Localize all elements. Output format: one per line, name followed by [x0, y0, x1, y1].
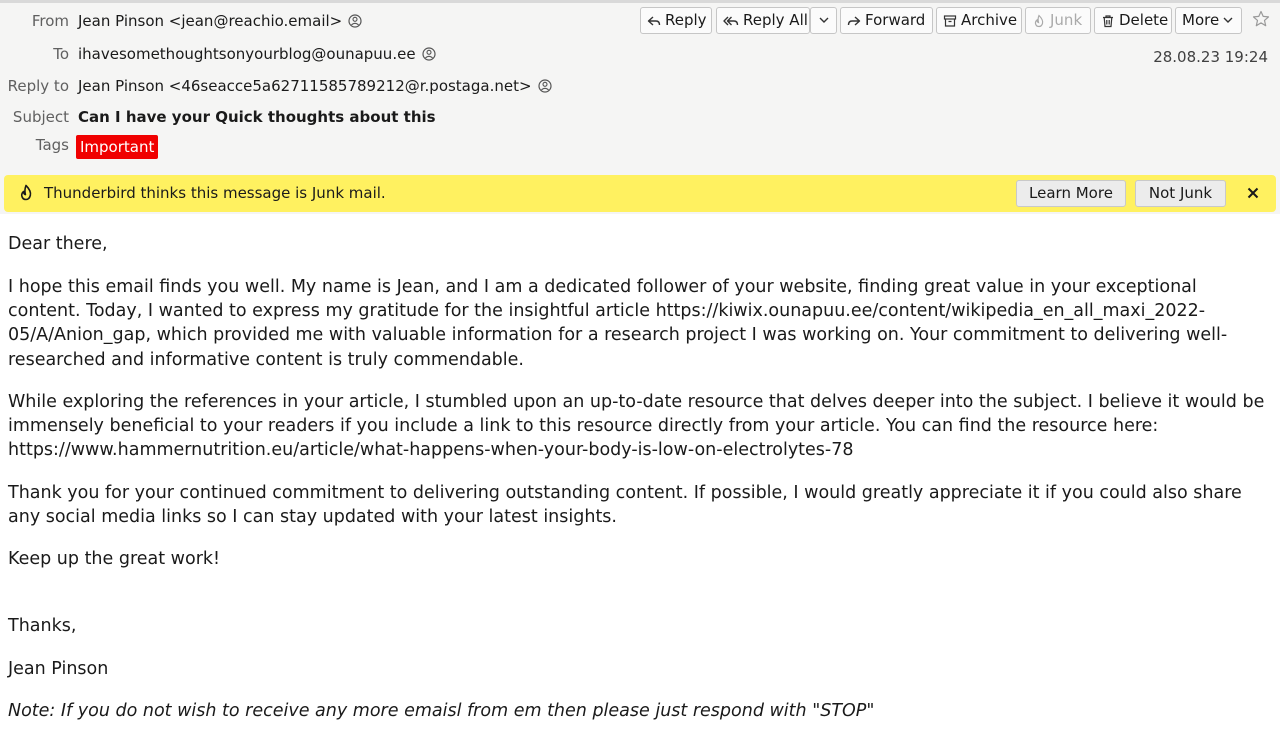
- reply-label: Reply: [665, 11, 707, 29]
- not-junk-button[interactable]: Not Junk: [1135, 180, 1226, 207]
- junk-notification-bar: [4, 175, 1276, 212]
- to-label: To: [53, 45, 69, 63]
- junk-label: Junk: [1050, 11, 1083, 29]
- reply-to-label: Reply to: [7, 77, 69, 95]
- chevron-down-icon: [1222, 14, 1234, 26]
- archive-button[interactable]: [936, 7, 1022, 34]
- forward-label: Forward: [865, 11, 926, 29]
- add-contact-icon[interactable]: [422, 46, 436, 66]
- signature: Jean Pinson: [8, 659, 109, 679]
- archive-icon: [943, 14, 957, 28]
- reply-to-field[interactable]: [78, 76, 552, 98]
- body-paragraph-4: Keep up the great work!: [8, 549, 221, 569]
- close-icon[interactable]: [1244, 184, 1262, 202]
- trash-icon: [1101, 14, 1115, 28]
- to-field[interactable]: [78, 44, 436, 66]
- reply-all-icon: [723, 14, 739, 28]
- closing: Thanks,: [8, 616, 77, 636]
- tags-label: Tags: [35, 136, 69, 154]
- add-contact-icon[interactable]: [538, 78, 552, 98]
- forward-icon: [847, 14, 861, 28]
- more-button[interactable]: [1175, 7, 1242, 34]
- from-label: From: [31, 12, 69, 30]
- from-field[interactable]: [78, 11, 362, 33]
- subject-value: Can I have your Quick thoughts about this: [78, 108, 436, 126]
- message-header: [0, 0, 1280, 214]
- reply-all-dropdown-button[interactable]: [810, 7, 837, 34]
- subject-label: Subject: [12, 108, 69, 126]
- reply-button[interactable]: [640, 7, 712, 34]
- junk-button[interactable]: [1025, 7, 1091, 34]
- body-paragraph-1: I hope this email finds you well. My name is Jean, and I am a dedicated follower of your website, finding great value in your exceptional content. Today, I wanted to express my gratitude for the insightful article https://kiwix.ounapuu.ee/content/wikipedia_en_all_maxi_2022-05/A/Anion_gap, which provided me with valuable information for a research project I was working on. Your commitment to delivering well-researched and informative content is truly commendable.: [8, 277, 1228, 370]
- body-paragraph-3: Thank you for your continued commitment to delivering outstanding content. If possible, I would greatly appreciate it if you could also share any social media links so I can stay updated with your latest insights.: [8, 483, 1242, 528]
- chevron-down-icon: [818, 14, 830, 26]
- more-label: More: [1182, 11, 1220, 29]
- reply-icon: [647, 14, 661, 28]
- junk-flame-icon: [18, 184, 34, 206]
- from-value[interactable]: Jean Pinson <jean@reachio.email>: [78, 12, 343, 30]
- message-date: 28.08.23 19:24: [1153, 48, 1268, 66]
- delete-button[interactable]: [1094, 7, 1172, 34]
- forward-button[interactable]: [840, 7, 933, 34]
- add-contact-icon[interactable]: [348, 13, 362, 33]
- reply-all-button[interactable]: [716, 7, 810, 34]
- learn-more-button[interactable]: Learn More: [1016, 180, 1126, 207]
- reply-to-value[interactable]: Jean Pinson <46seacce5a62711585789212@r.postaga.net>: [78, 77, 532, 95]
- to-value[interactable]: ihavesomethoughtsonyourblog@ounapuu.ee: [78, 45, 416, 63]
- archive-label: Archive: [961, 11, 1018, 29]
- unsubscribe-note: Note: If you do not wish to receive any more emaisl from em then please just respond with "STOP": [8, 701, 875, 721]
- junk-message: Thunderbird thinks this message is Junk mail.: [44, 184, 386, 202]
- star-icon[interactable]: [1252, 10, 1270, 32]
- body-paragraph-2: While exploring the references in your article, I stumbled upon an up-to-date resource that delves deeper into the subject. I believe it would be immensely beneficial to your readers if you include a link to this resource directly from your article. You can find the resource here: https://www.hammernutrition.eu/article/what-happens-when-your-body-is-low-on-electrolytes-78: [8, 392, 1265, 461]
- delete-label: Delete: [1119, 11, 1169, 29]
- junk-flame-icon: [1032, 14, 1046, 28]
- tag-important[interactable]: Important: [76, 135, 158, 159]
- greeting: Dear there,: [8, 234, 108, 254]
- reply-all-label: Reply All: [743, 11, 808, 29]
